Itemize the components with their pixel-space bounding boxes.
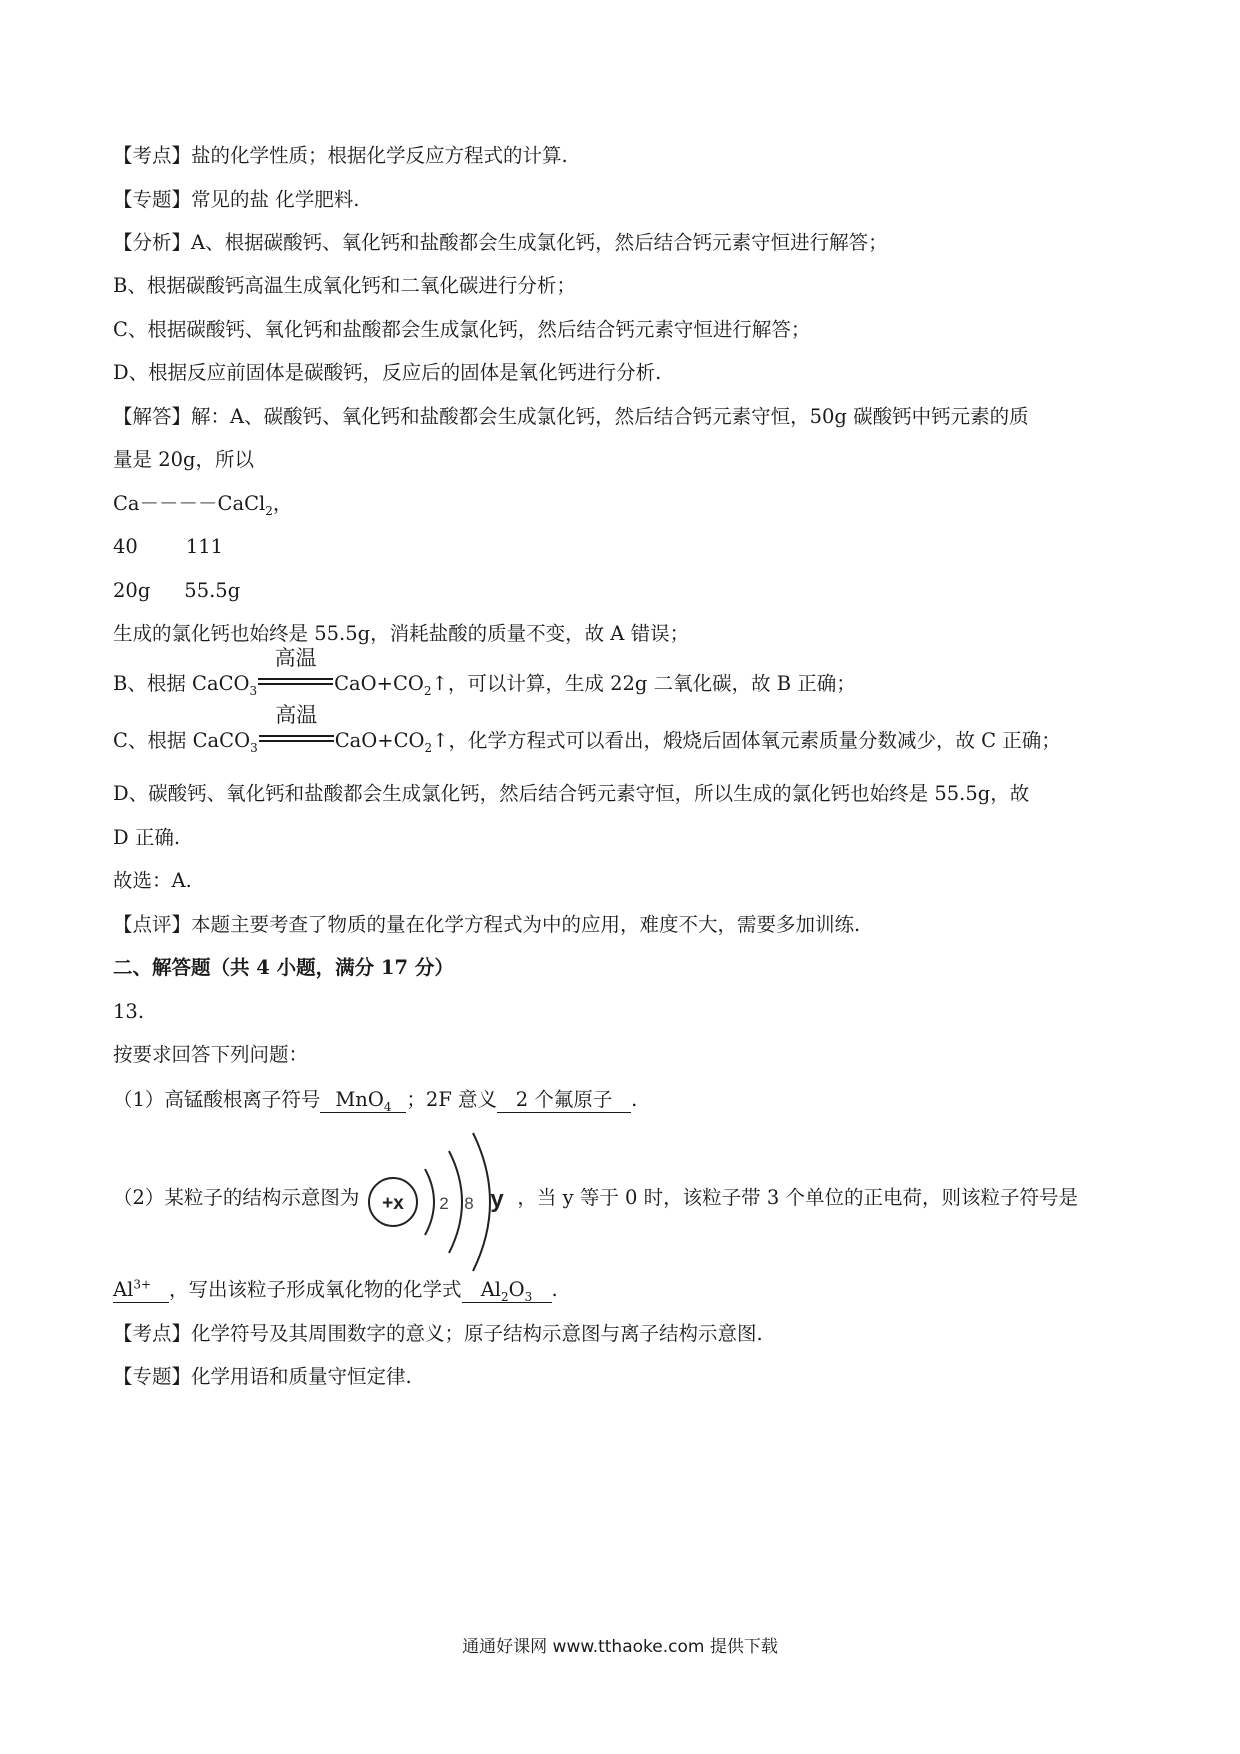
subscript: 3 <box>249 683 258 698</box>
text-line <box>113 142 568 170</box>
fenxi-text: 【分析】A、根据碳酸钙、氧化钙和盐酸都会生成氯化钙，然后结合钙元素守恒进行解答； <box>113 231 888 254</box>
text-line <box>113 186 359 214</box>
equation-line-c <box>113 703 1061 755</box>
text-line <box>113 1363 412 1391</box>
punct: ， <box>272 492 293 515</box>
answer-text: MnO <box>335 1088 384 1111</box>
mass-ca: 20g <box>113 579 151 602</box>
text-line <box>113 867 192 895</box>
condition-label: 高温 <box>275 703 318 727</box>
text-line <box>113 1041 308 1069</box>
answer-text: O <box>508 1278 525 1301</box>
ratio-formula: Ca－－－－CaCl <box>113 492 266 515</box>
part1-prompt: （1）高锰酸根离子符号 <box>113 1088 321 1111</box>
text-line <box>113 359 661 387</box>
text-line <box>113 780 1029 808</box>
text-line <box>113 446 254 474</box>
punct: . <box>631 1088 638 1111</box>
particle-structure-diagram <box>363 1119 513 1279</box>
part1-mid: ；2F 意义 <box>406 1088 498 1111</box>
conclusion-d: D、碳酸钙、氧化钙和盐酸都会生成氯化钙，然后结合钙元素守恒，所以生成的氯化钙也始终是 55.5g，故 <box>113 782 1030 805</box>
ratio-mass-line <box>113 533 223 561</box>
text-line <box>113 229 888 257</box>
analysis-c: C、根据碳酸钙、氧化钙和盐酸都会生成氯化钙，然后结合钙元素守恒进行解答； <box>113 318 811 341</box>
subscript: 2 <box>501 1289 509 1304</box>
high-temp-equals-sign <box>258 646 333 692</box>
section-heading <box>113 954 454 982</box>
text-line <box>113 1320 763 1348</box>
part2-condition: ，当 y 等于 0 时，该粒子带 3 个单位的正电荷，则该粒子符号是 <box>517 1186 1078 1209</box>
nucleus-label: +x <box>382 1192 405 1214</box>
punct: . <box>551 1278 558 1301</box>
shell-3-electrons: y <box>490 1185 505 1213</box>
conclusion-a: 生成的氯化钙也始终是 55.5g，消耗盐酸的质量不变，故 A 错误； <box>113 622 690 645</box>
conclusion-d-cont: D 正确. <box>113 826 181 849</box>
kaodian-text-2: 【考点】化学符号及其周围数字的意义；原子结构示意图与离子结构示意图. <box>113 1322 763 1345</box>
text-line <box>113 824 180 852</box>
analysis-b: B、根据碳酸钙高温生成氧化钙和二氧化碳进行分析； <box>113 274 576 297</box>
answer-text: 2 个氟原子 <box>515 1088 613 1111</box>
subscript: 3 <box>250 740 258 755</box>
subscript: 2 <box>423 683 432 698</box>
shell-1-electrons: 2 <box>439 1193 450 1213</box>
high-temp-equals-sign <box>259 703 334 749</box>
condition-label: 高温 <box>274 646 317 670</box>
jieda-text-cont: 量是 20g，所以 <box>113 448 254 471</box>
eq-product: CaO+CO <box>334 729 425 752</box>
eq-text: B、根据 CaCO <box>113 672 250 695</box>
answer-blank-oxide-formula <box>462 1278 552 1303</box>
answer-text: Al <box>480 1278 502 1301</box>
answer-blank-ion-symbol <box>113 1278 169 1303</box>
part2-oxide-prompt: ，写出该粒子形成氧化物的化学式 <box>169 1278 462 1301</box>
eq-tail: ↑，化学方程式可以看出，煅烧后固体氧元素质量分数减少，故 C 正确； <box>432 729 1061 752</box>
superscript: 3+ <box>133 1277 152 1292</box>
eq-text: C、根据 CaCO <box>113 729 251 752</box>
part2-prompt: （2）某粒子的结构示意图为 <box>113 1186 360 1209</box>
analysis-d: D、根据反应前固体是碳酸钙，反应后的固体是氧化钙进行分析. <box>113 361 662 384</box>
text-line <box>113 403 1029 431</box>
subscript: 3 <box>524 1289 533 1304</box>
zhuanti-text: 【专题】常见的盐 化学肥料. <box>113 188 360 211</box>
ratio-line <box>113 490 292 518</box>
eq-product: CaO+CO <box>334 672 424 695</box>
question-prompt: 按要求回答下列问题： <box>113 1043 309 1066</box>
kaodian-text: 【考点】盐的化学性质；根据化学反应方程式的计算. <box>113 144 568 167</box>
question-number <box>113 998 144 1026</box>
jieda-text: 【解答】解：A、碳酸钙、氧化钙和盐酸都会生成氯化钙，然后结合钙元素守恒，50g 碳酸钙中钙元素的质 <box>113 405 1029 428</box>
subscript: 2 <box>424 740 433 755</box>
question-13: 13. <box>113 1000 145 1023</box>
text-line <box>113 620 689 648</box>
text-line <box>113 316 810 344</box>
text-line <box>113 911 860 939</box>
question-part-2 <box>113 1118 1078 1279</box>
answer-choice: 故选：A. <box>113 869 192 892</box>
mass-cacl2: 55.5g <box>184 579 241 602</box>
eq-tail: ↑，可以计算，生成 22g 二氧化碳，故 B 正确； <box>431 672 856 695</box>
text-line <box>113 272 576 300</box>
shell-2-electrons: 8 <box>464 1193 475 1213</box>
section-title: 二、解答题（共 4 小题，满分 17 分） <box>113 956 454 979</box>
subscript: 2 <box>265 503 273 518</box>
ratio-value-line <box>113 577 240 605</box>
molar-mass-cacl2: 111 <box>185 535 224 558</box>
zhuanti-text-2: 【专题】化学用语和质量守恒定律. <box>113 1365 412 1388</box>
equation-line-b <box>113 646 856 698</box>
dianping-text: 【点评】本题主要考查了物质的量在化学方程式为中的应用，难度不大，需要多加训练. <box>113 913 861 936</box>
answer-blank-permanganate <box>320 1088 406 1113</box>
question-part-1 <box>113 1086 637 1114</box>
answer-text: Al <box>113 1278 134 1301</box>
answer-blank-2f <box>497 1088 631 1113</box>
page-footer: 通通好课网 www.tthaoke.com 提供下载 <box>462 1637 778 1657</box>
subscript: 4 <box>383 1099 392 1114</box>
question-part-2-answers <box>113 1276 558 1304</box>
molar-mass-ca: 40 <box>113 535 138 558</box>
